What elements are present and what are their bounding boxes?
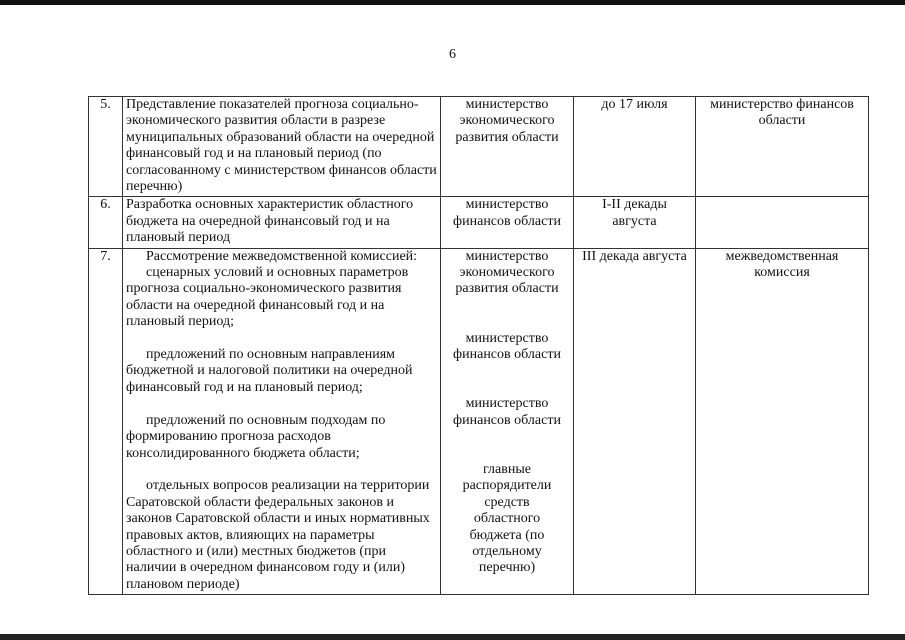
description-text: отдельных вопросов реализации на территории Саратовской области федеральных законов и законов Саратовской области и иных нормативных правовых актов, влияющих на параметры областного и (или) местных бюджетов (при наличии в очередном финансовом году и (или) плановом периоде) bbox=[126, 478, 430, 592]
executor-text: министерство финансов области bbox=[453, 197, 561, 229]
recipient: министерство финансов области bbox=[696, 97, 869, 197]
task-description bbox=[123, 97, 441, 197]
executor-text: главные распорядители средств областного бюджета (по отдельному перечню) bbox=[462, 461, 552, 576]
executor bbox=[441, 197, 574, 248]
schedule-table bbox=[88, 96, 869, 595]
scan-top-border bbox=[0, 0, 905, 5]
description-text: Разработка основных характеристик областного бюджета на очередной финансовый год и на плановый период bbox=[126, 197, 414, 246]
description-text: Рассмотрение межведомственной комиссией: bbox=[146, 248, 418, 264]
scan-bottom-border bbox=[0, 634, 905, 640]
table-row bbox=[89, 97, 869, 197]
description-text: предложений по основным направлениям бюджетной и налоговой политики на очередной финансовый год и на плановый период; bbox=[126, 347, 413, 395]
deadline: III декада августа bbox=[574, 248, 696, 594]
row-number: 7. bbox=[89, 248, 123, 594]
executor-text: министерство финансов области bbox=[453, 330, 561, 363]
table-row bbox=[89, 248, 869, 594]
task-description bbox=[123, 197, 441, 248]
deadline: до 17 июля bbox=[574, 97, 696, 197]
description-text: сценарных условий и основных параметров прогноза социально-экономического развития области на очередной финансовый год и на плановый период; bbox=[126, 265, 409, 330]
executor bbox=[441, 97, 574, 197]
page-number: 6 bbox=[449, 47, 456, 62]
recipient bbox=[696, 197, 869, 248]
row-number: 5. bbox=[89, 97, 123, 197]
description-text: Представление показателей прогноза социально-экономического развития области в разрезе муниципальных образований области на очередной финансовый год и на плановый период (по согласованному с министерством финансов области перечню) bbox=[126, 97, 437, 195]
deadline: I-II декады августа bbox=[574, 197, 696, 248]
recipient: межведомственная комиссия bbox=[696, 248, 869, 594]
table-row bbox=[89, 197, 869, 248]
row-number: 6. bbox=[89, 197, 123, 248]
task-description bbox=[123, 248, 441, 594]
executor bbox=[441, 248, 574, 594]
executor-text: министерство экономического развития области bbox=[455, 97, 559, 145]
executor-text: министерство экономического развития области bbox=[455, 248, 559, 297]
executor-text: министерство финансов области bbox=[453, 396, 561, 428]
description-text: предложений по основным подходам по формированию прогноза расходов консолидированного бюджета области; bbox=[126, 412, 386, 461]
